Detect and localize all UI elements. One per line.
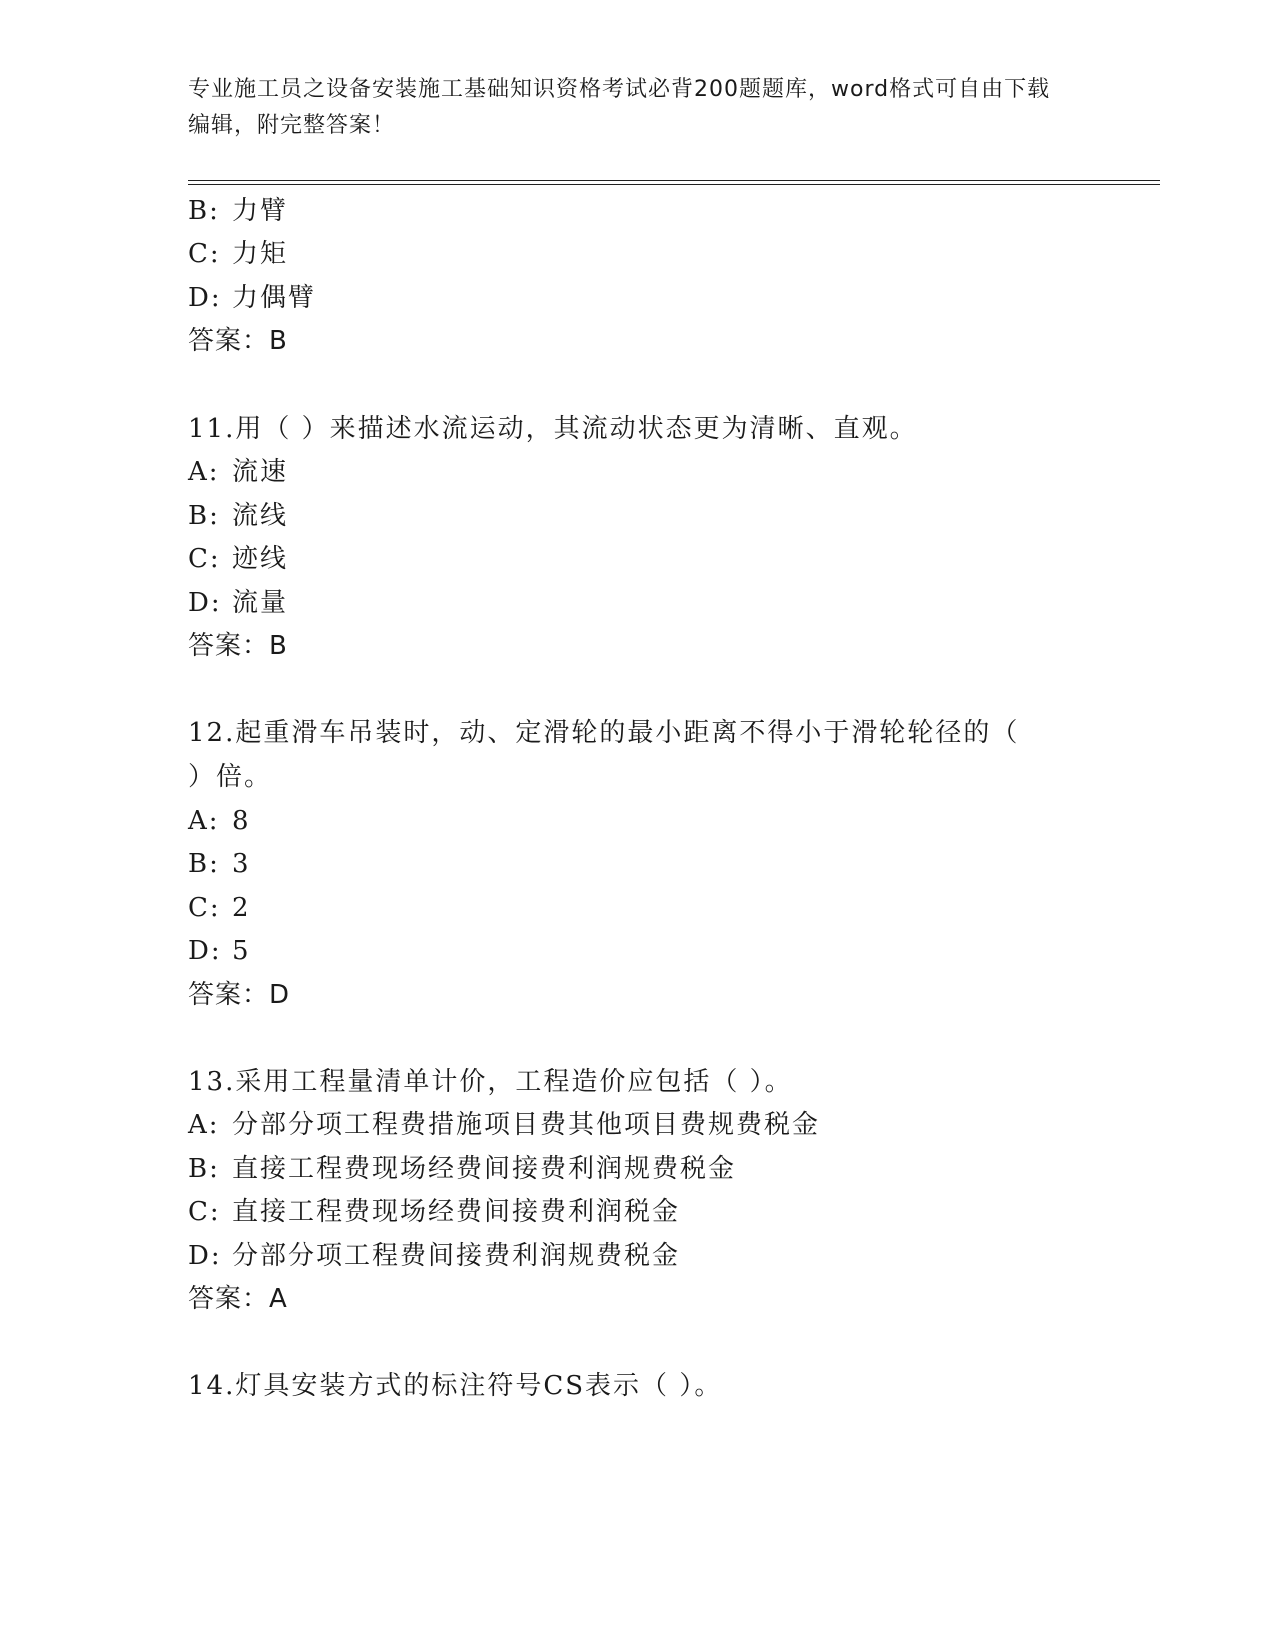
option-d (188, 934, 251, 968)
option-text: 2 (232, 893, 251, 923)
option-text: 分部分项工程费间接费利润规费税金 (232, 1241, 681, 1271)
option-letter: C: (188, 893, 221, 923)
option-text: 流线 (232, 501, 289, 531)
option-b (188, 847, 251, 881)
answer: 答案：D (188, 980, 291, 1010)
answer: 答案：B (188, 326, 288, 356)
option-letter: D: (188, 588, 222, 618)
option-text: 直接工程费现场经费间接费利润规费税金 (232, 1154, 737, 1184)
option-a (188, 804, 251, 838)
option-letter: A: (188, 457, 220, 487)
option-letter: B: (188, 849, 220, 879)
option-letter: D: (188, 1241, 222, 1271)
question-stem-continued: ）倍。 (188, 762, 273, 792)
question-stem: 14.灯具安装方式的标注符号CS表示（ ）。 (188, 1371, 723, 1401)
option-a (188, 455, 288, 489)
option-letter: C: (188, 1197, 221, 1227)
question-stem: 11.用（ ）来描述水流运动，其流动状态更为清晰、直观。 (188, 414, 918, 444)
option-text: 流速 (232, 457, 289, 487)
option-b (188, 1152, 736, 1186)
option-c (188, 1195, 680, 1229)
option-text: 力偶臂 (232, 283, 317, 313)
question-stem: 12.起重滑车吊装时，动、定滑轮的最小距离不得小于滑轮轮径的（ (188, 718, 1020, 748)
option-text: 直接工程费现场经费间接费利润税金 (232, 1197, 681, 1227)
option-d (188, 281, 316, 315)
option-c (188, 891, 251, 925)
option-letter: C: (188, 544, 221, 574)
option-letter: D: (188, 283, 222, 313)
option-letter: B: (188, 196, 220, 226)
header-divider-secondary (188, 184, 1160, 185)
option-c (188, 542, 288, 576)
option-text: 力臂 (232, 196, 289, 226)
answer: 答案：B (188, 631, 288, 661)
option-letter: B: (188, 501, 220, 531)
option-b (188, 194, 288, 228)
option-letter: A: (188, 1110, 220, 1140)
option-b (188, 499, 288, 533)
option-a (188, 1108, 820, 1142)
option-text: 力矩 (232, 239, 289, 269)
answer: 答案：A (188, 1284, 288, 1314)
option-text: 8 (232, 806, 251, 836)
option-text: 3 (232, 849, 251, 879)
option-letter: B: (188, 1154, 220, 1184)
question-stem: 13.采用工程量清单计价，工程造价应包括（ ）。 (188, 1067, 793, 1097)
option-c (188, 237, 288, 271)
option-text: 5 (232, 936, 251, 966)
option-d (188, 1239, 680, 1273)
option-text: 迹线 (232, 544, 289, 574)
option-letter: A: (188, 806, 220, 836)
option-letter: D: (188, 936, 222, 966)
option-text: 流量 (232, 588, 289, 618)
header-divider (188, 180, 1160, 181)
option-letter: C: (188, 239, 221, 269)
document-header: 专业施工员之设备安装施工基础知识资格考试必背200题题库，word格式可自由下载编辑，附完整答案！ (188, 77, 1051, 138)
option-text: 分部分项工程费措施项目费其他项目费规费税金 (232, 1110, 821, 1140)
option-d (188, 586, 288, 620)
